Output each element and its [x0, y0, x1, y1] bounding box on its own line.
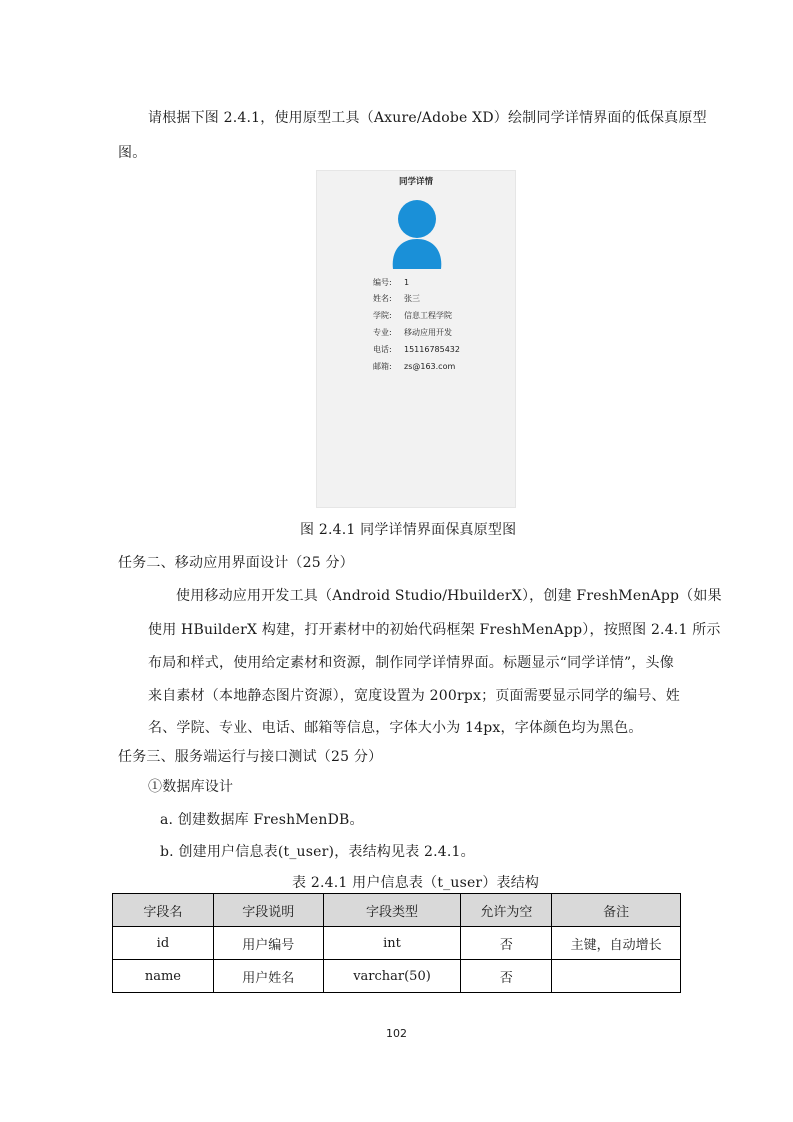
intro-line-2: 图。	[118, 145, 147, 161]
mockup-field-phone	[373, 344, 460, 355]
mockup-screen	[316, 170, 516, 508]
table-row	[113, 927, 681, 960]
task3-item-a: a. 创建数据库 FreshMenDB。	[160, 812, 364, 828]
table-cell: id	[113, 927, 214, 960]
task2-heading: 任务二、移动应用界面设计（25 分）	[118, 555, 354, 571]
mockup-field-name	[373, 293, 420, 304]
table-cell: 否	[461, 927, 552, 960]
table-header-row	[113, 894, 681, 927]
task2-line: 名、学院、专业、电话、邮箱等信息，字体大小为 14px，字体颜色均为黑色。	[148, 720, 643, 736]
task2-line: 使用移动应用开发工具（Android Studio/HbuilderX），创建 FreshMenApp（如果	[176, 588, 722, 604]
table-cell: varchar(50)	[323, 960, 461, 993]
field-label: 学院:	[373, 311, 392, 320]
table-header-cell: 字段名	[113, 894, 214, 927]
table-cell	[552, 960, 681, 993]
table-row	[113, 960, 681, 993]
table-header-cell: 字段类型	[323, 894, 461, 927]
figure-caption: 图 2.4.1 同学详情界面保真原型图	[300, 522, 517, 538]
field-label: 专业:	[373, 328, 392, 337]
field-value: zs@163.com	[404, 362, 456, 371]
field-value: 1	[404, 278, 410, 287]
task3-subheading: ①数据库设计	[148, 779, 234, 795]
table-cell: name	[113, 960, 214, 993]
user-table	[112, 893, 681, 993]
task2-line: 使用 HBuilderX 构建，打开素材中的初始代码框架 FreshMenApp），按照图 2.4.1 所示	[148, 622, 721, 638]
task2-line: 布局和样式，使用给定素材和资源，制作同学详情界面。标题显示“同学详情”，头像	[148, 655, 674, 671]
field-value: 移动应用开发	[404, 328, 452, 337]
table-cell: int	[323, 927, 461, 960]
field-label: 邮箱:	[373, 362, 392, 371]
field-label: 姓名:	[373, 294, 392, 303]
table-cell: 用户姓名	[213, 960, 323, 993]
field-label: 编号:	[373, 278, 392, 287]
avatar-icon	[389, 199, 445, 269]
mockup-title: 同学详情	[398, 177, 433, 187]
task2-line: 来自素材（本地静态图片资源），宽度设置为 200rpx；页面需要显示同学的编号、姓	[148, 688, 680, 704]
table-header-cell: 备注	[552, 894, 681, 927]
mockup-field-email	[373, 361, 455, 372]
table-caption: 表 2.4.1 用户信息表（t_user）表结构	[292, 875, 540, 891]
mockup-field-id	[373, 277, 409, 288]
table-cell: 用户编号	[213, 927, 323, 960]
mockup-field-college	[373, 310, 452, 321]
field-value: 信息工程学院	[404, 311, 452, 320]
mockup-field-major	[373, 327, 452, 338]
task3-heading: 任务三、服务端运行与接口测试（25 分）	[118, 749, 383, 765]
table-cell: 主键，自动增长	[552, 927, 681, 960]
table-header-cell: 字段说明	[213, 894, 323, 927]
page-number: 102	[386, 1027, 407, 1040]
task3-item-b: b. 创建用户信息表(t_user)，表结构见表 2.4.1。	[160, 844, 475, 860]
field-value: 张三	[404, 294, 420, 303]
table-header-cell: 允许为空	[461, 894, 552, 927]
field-value: 15116785432	[404, 345, 460, 354]
field-label: 电话:	[373, 345, 392, 354]
intro-line-1: 请根据下图 2.4.1，使用原型工具（Axure/Adobe XD）绘制同学详情界面的低保真原型	[148, 110, 707, 126]
table-cell: 否	[461, 960, 552, 993]
